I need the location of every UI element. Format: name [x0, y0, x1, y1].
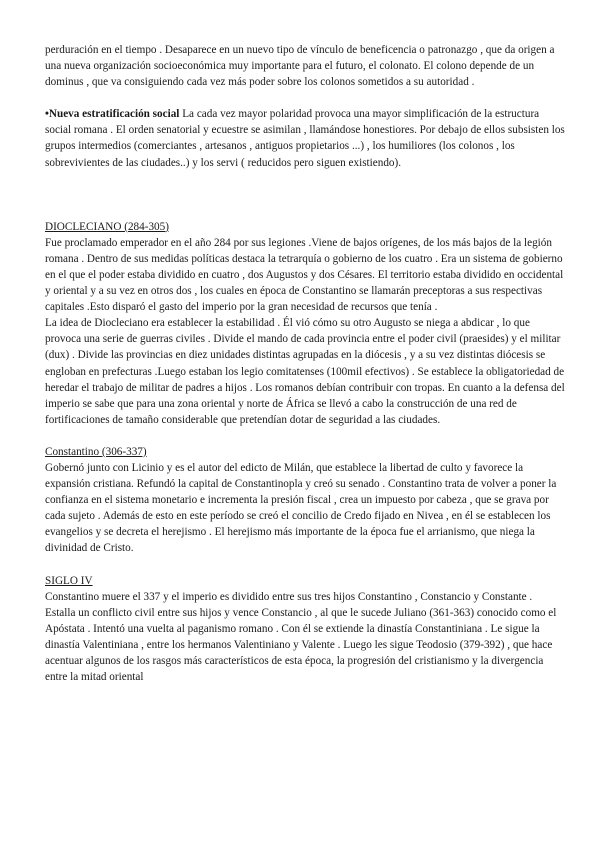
diocleciano-paragraph-1: Fue proclamado emperador en el año 284 por sus legiones .Viene de bajos orígenes, de los más bajos de la legión romana . Dentro de sus medidas políticas destaca la tetrarquía o gobierno de los cuatro . Era un sistema de gobierno en el que el poder estaba dividido en cuatro , dos Augustos y dos Césares. El territorio estaba dividido en occidental y oriental y a su vez en otros dos , los cuales en época de Constantino se llamarán preceptoras a sus respectivas capitales .Esto disparó el gasto del imperio por la gran necesidad de recursos que tenía . [45, 236, 564, 314]
spacer [45, 90, 565, 106]
spacer [45, 171, 565, 219]
siglo-iv-heading: SIGLO IV [45, 574, 93, 587]
diocleciano-paragraph-2: La idea de Diocleciano era establecer la estabilidad . Él vió cómo su otro Augusto se niega a abdicar , lo que provoca una serie de guerras civiles . Divide el mando de cada provincia entre el poder civil (praesides) y el militar (dux) . Divide las provincias en diez unidades distintas agrupadas en la diócesis , y a su vez distintas diócesis se engloban en prefecturas .Luego estaban los legio comitatenses (100mil efectivos) . Se establece la obligatoriedad de heredar el trabajo de militar de padres a hijos . Los romanos debían contribuir con tropas. En cuanto a la defensa del imperio se sabe que para una zona oriental y norte de África se llevó a cabo la construcción de una red de fortificaciones de tamaño considerable que pretendían dotar de seguridad a las ciudades. [45, 317, 565, 426]
diocleciano-heading: DIOCLECIANO (284-305) [45, 220, 169, 233]
document-page [45, 42, 565, 685]
estratificacion-paragraph [45, 106, 565, 170]
siglo-iv-paragraph-2: Estalla un conflicto civil entre sus hijos y vence Constancio , al que le sucede Juliano (361-363) conocido como el Apóstata . Intentó una vuelta al paganismo romano . Con él se extiende la dinastía Constantiniana . Le sigue la dinastía Valentiniana , entre los hermanos Valentiniano y Valente . Luego les sigue Teodosio (379-392) , que hace acentuar algunos de los rasgos más característicos de esta época, la progresión del cristianismo y la divergencia entre la mitad oriental [45, 606, 557, 684]
spacer [45, 428, 565, 444]
siglo-iv-paragraph-1: Constantino muere el 337 y el imperio es dividido entre sus tres hijos Constantino , Constancio y Constante . [45, 590, 533, 603]
estratificacion-title: •Nueva estratificación social [45, 108, 180, 121]
estratificacion-text: La cada vez mayor polaridad provoca una mayor simplificación de la estructura social romana . El orden senatorial y ecuestre se asimilan , llamándose honestiores. Por debajo de ellos subsisten los grupos intermedios (comerciantes , artesanos , antiguos propietarios ...) , los humiliores (los colonos , los sobrevivientes de las ciudades..) y los servi ( reducidos pero siguen existiendo). [45, 108, 565, 169]
spacer [45, 557, 565, 573]
constantino-paragraph: Gobernó junto con Licinio y es el autor del edicto de Milán, que establece la libertad de culto y favorece la expansión cristiana. Refundó la capital de Constantinopla y creó su senado . Constantino trata de volver a poner la confianza en el sistema monetario e incrementa la presión fiscal , crea un impuesto por cabeza , que se grava por cada sujeto . Además de esto en este período se creó el concilio de Credo fijado en Nivea , en él se establecen los evangelios y se decreta el herejismo . El herejismo más importante de la época fue el arrianismo, que niega la divinidad de Cristo. [45, 461, 557, 555]
intro-paragraph: perduración en el tiempo . Desaparece en un nuevo tipo de vínculo de beneficencia o patronazgo , que da origen a una nueva organización socioeconómica muy importante para el futuro, el colonato. El colono depende de un dominus , que va consiguiendo cada vez más poder sobre los colonos sometidos a su autoridad . [45, 44, 555, 89]
constantino-heading: Constantino (306-337) [45, 445, 147, 458]
